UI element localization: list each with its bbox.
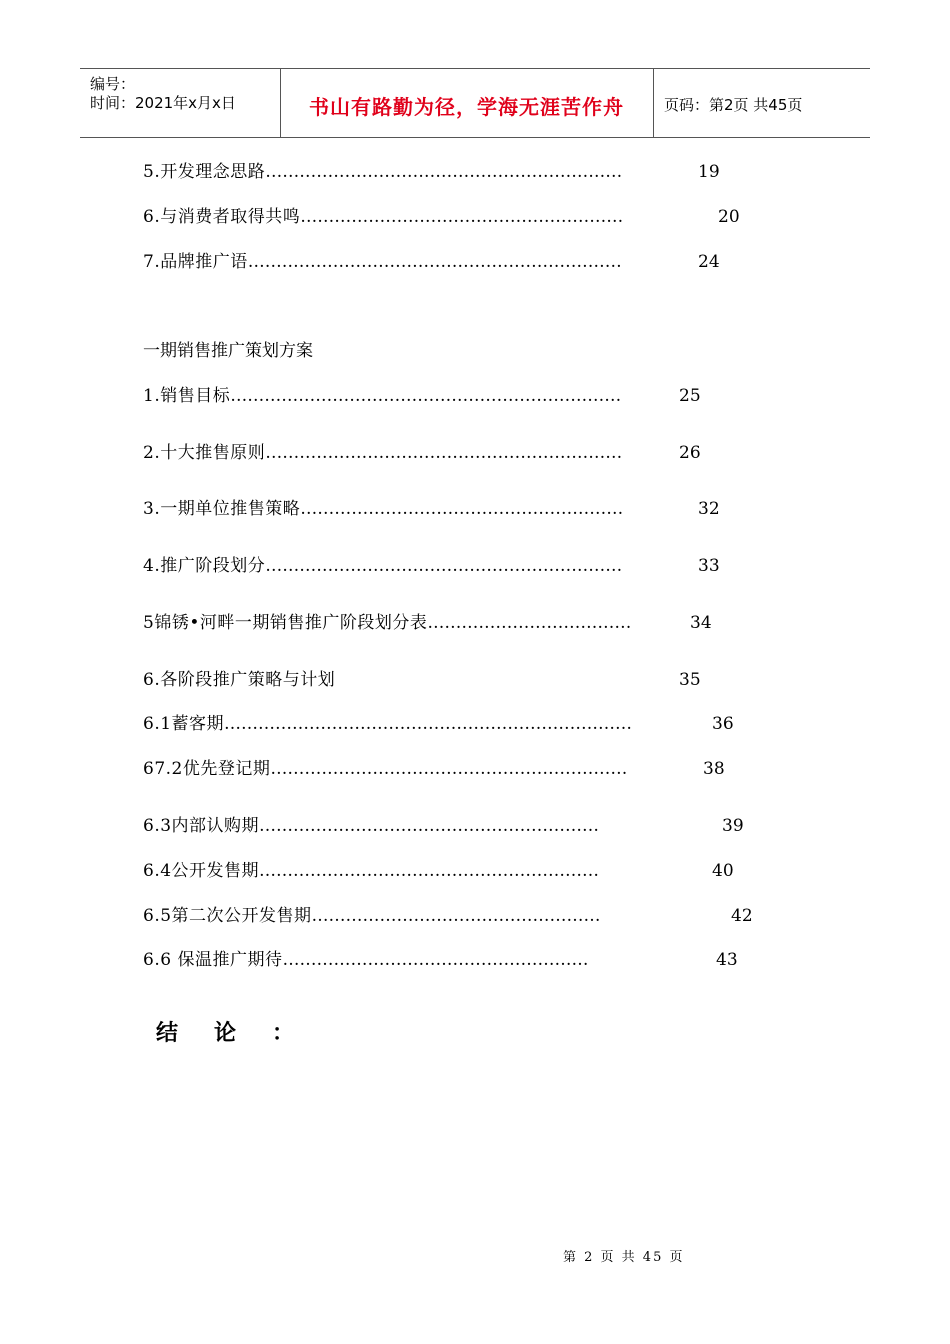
toc-entry: 2.十大推售原则……………………………………………………… [143, 443, 623, 463]
toc-page-number: 24 [698, 252, 720, 272]
toc-page-number: 19 [698, 162, 720, 182]
toc-page-number: 34 [690, 613, 712, 633]
conclusion-heading: 结论： [156, 1020, 331, 1046]
toc-entry: 6.4公开发售期…………………………………………………… [143, 861, 600, 881]
toc-entry: 5.开发理念思路……………………………………………………… [143, 162, 623, 182]
toc-page-number: 40 [712, 861, 734, 881]
toc-entry: 1.销售目标…………………………………………………………… [143, 386, 622, 406]
toc-page-number: 33 [698, 556, 720, 576]
page-header [80, 68, 870, 138]
time-label: 时间：2021年x月x日 [90, 94, 236, 112]
section-title: 一期销售推广策划方案 [143, 341, 313, 361]
toc-entry: 5锦锈•河畔一期销售推广阶段划分表……………………………… [143, 613, 632, 633]
toc-entry: 6.与消费者取得共鸣………………………………………………… [143, 207, 624, 227]
motto: 书山有路勤为径，学海无涯苦作舟 [309, 95, 624, 119]
toc-entry: 6.5第二次公开发售期…………………………………………… [143, 906, 601, 926]
header-meta [80, 69, 281, 137]
toc-entry: 3.一期单位推售策略………………………………………………… [143, 499, 624, 519]
toc-entry: 4.推广阶段划分……………………………………………………… [143, 556, 623, 576]
toc-page-number: 32 [698, 499, 720, 519]
toc-page-number: 36 [712, 714, 734, 734]
toc-entry: 6.6 保温推广期待……………………………………………… [143, 950, 589, 970]
header-page-cell [654, 69, 870, 137]
page-info: 页码：第2页 共45页 [664, 96, 803, 114]
toc-page-number: 20 [718, 207, 740, 227]
toc-entry: 6.3内部认购期…………………………………………………… [143, 816, 600, 836]
toc-entry: 6.1蓄客期……………………………………………………………… [143, 714, 633, 734]
toc-page-number: 26 [679, 443, 701, 463]
toc-entry: 67.2优先登记期……………………………………………………… [143, 759, 628, 779]
header-motto-cell [280, 69, 654, 137]
toc-page-number: 38 [703, 759, 725, 779]
page-footer: 第 2 页 共 45 页 [563, 1250, 685, 1265]
toc-page-number: 39 [722, 816, 744, 836]
toc-page-number: 42 [731, 906, 753, 926]
toc-page-number: 35 [679, 670, 701, 690]
toc-page-number: 25 [679, 386, 701, 406]
number-label: 编号： [90, 75, 136, 93]
toc-entry: 7.品牌推广语………………………………………………………… [143, 252, 622, 272]
toc-entry: 6.各阶段推广策略与计划 [143, 670, 336, 690]
toc-page-number: 43 [716, 950, 738, 970]
